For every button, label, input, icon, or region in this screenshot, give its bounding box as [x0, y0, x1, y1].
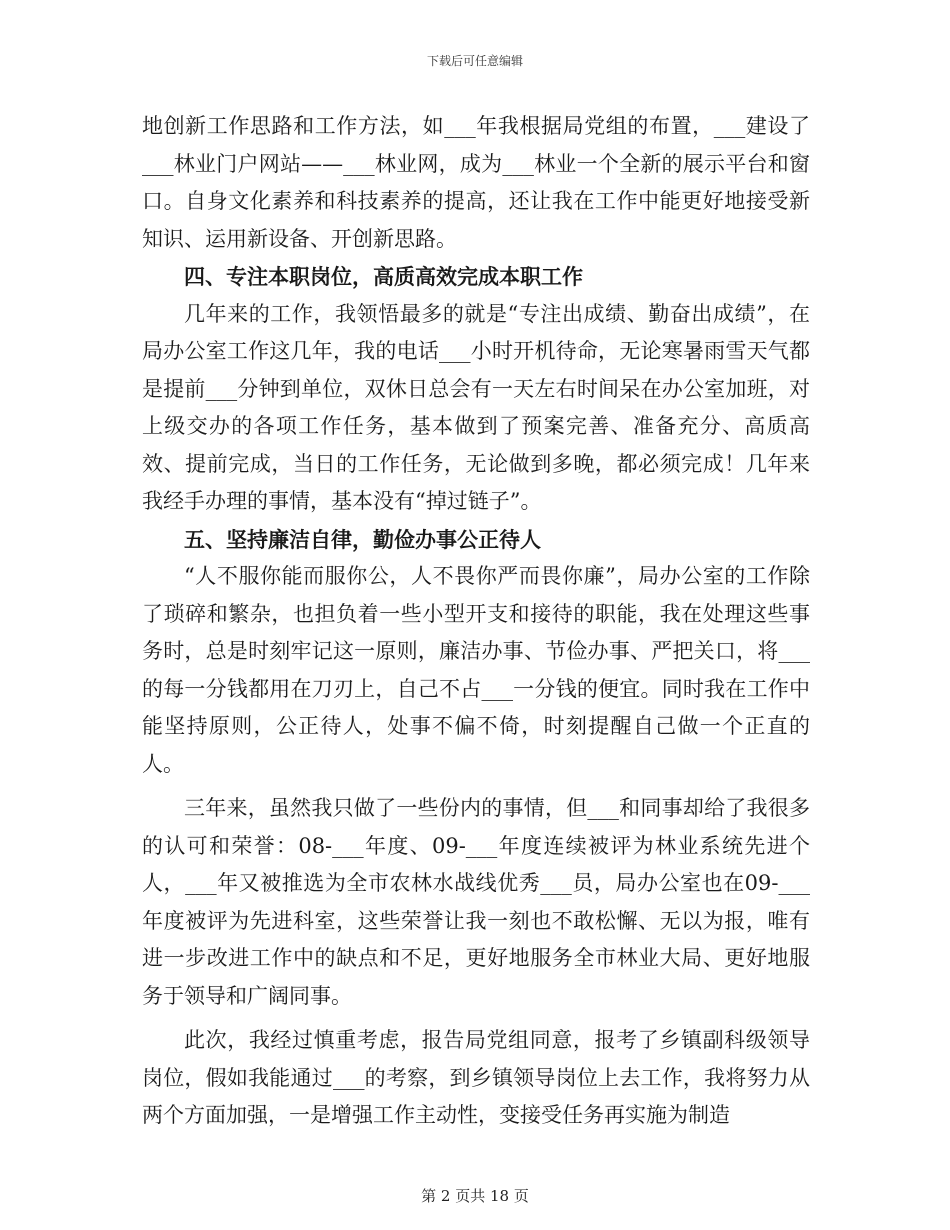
page-footer: 第 2 页共 18 页: [421, 1187, 529, 1205]
paragraph-continuation: 地创新工作思路和工作方法，如___年我根据局党组的布置，___建设了___林业门户网站——___林业网，成为___林业一个全新的展示平台和窗口。自身文化素养和科技素养的提高，还让我在工作中能更好地接受新知识、运用新设备、开创新思路。: [142, 114, 810, 251]
document-body: [142, 108, 810, 1135]
paragraph-honors: 三年来，虽然我只做了一些份内的事情，但___和同事却给了我很多的认可和荣誉：08-___年度、09-___年度连续被评为林业系统先进个人，___年又被推选为全市农林水战线优秀___员，局办公室也在09-___年度被评为先进科室，这些荣誉让我一刻也不敢松懈、无以为报，唯有进一步改进工作中的缺点和不足，更好地服务全市林业大局、更好地服务于领导和广阔同事。: [142, 796, 810, 1008]
paragraph-integrity: “人不服你能而服你公，人不畏你严而畏你廉”，局办公室的工作除了琐碎和繁杂，也担负着一些小型开支和接待的职能，我在处理这些事务时，总是时刻牢记这一原则，廉洁办事、节俭办事、严把关口，将___的每一分钱都用在刀刃上，自己不占___一分钱的便宜。同时我在工作中能坚持原则，公正待人，处事不偏不倚，时刻提醒自己做一个正直的人。: [142, 564, 810, 776]
page-header: 下载后可任意编辑: [426, 54, 523, 68]
section-heading-4: 四、专注本职岗位，高质高效完成本职工作: [184, 264, 583, 289]
paragraph-focus-on-duty: 几年来的工作，我领悟最多的就是“专注出成绩、勤奋出成绩”，在局办公室工作这几年，我的电话___小时开机待命，无论寒暑雨雪天气都是提前___分钟到单位，双休日总会有一天左右时间呆在办公室加班，对上级交办的各项工作任务，基本做到了预案完善、准备充分、高质高效、提前完成，当日的工作任务，无论做到多晚，都必须完成！几年来我经手办理的事情，基本没有“掉过链子”。: [142, 301, 810, 513]
paragraph-application: 此次，我经过慎重考虑，报告局党组同意，报考了乡镇副科级领导岗位，假如我能通过___的考察，到乡镇领导岗位上去工作，我将努力从两个方面加强，一是增强工作主动性，变接受任务再实施为制造: [142, 1028, 810, 1127]
section-heading-5: 五、坚持廉洁自律，勤俭办事公正待人: [184, 526, 541, 552]
